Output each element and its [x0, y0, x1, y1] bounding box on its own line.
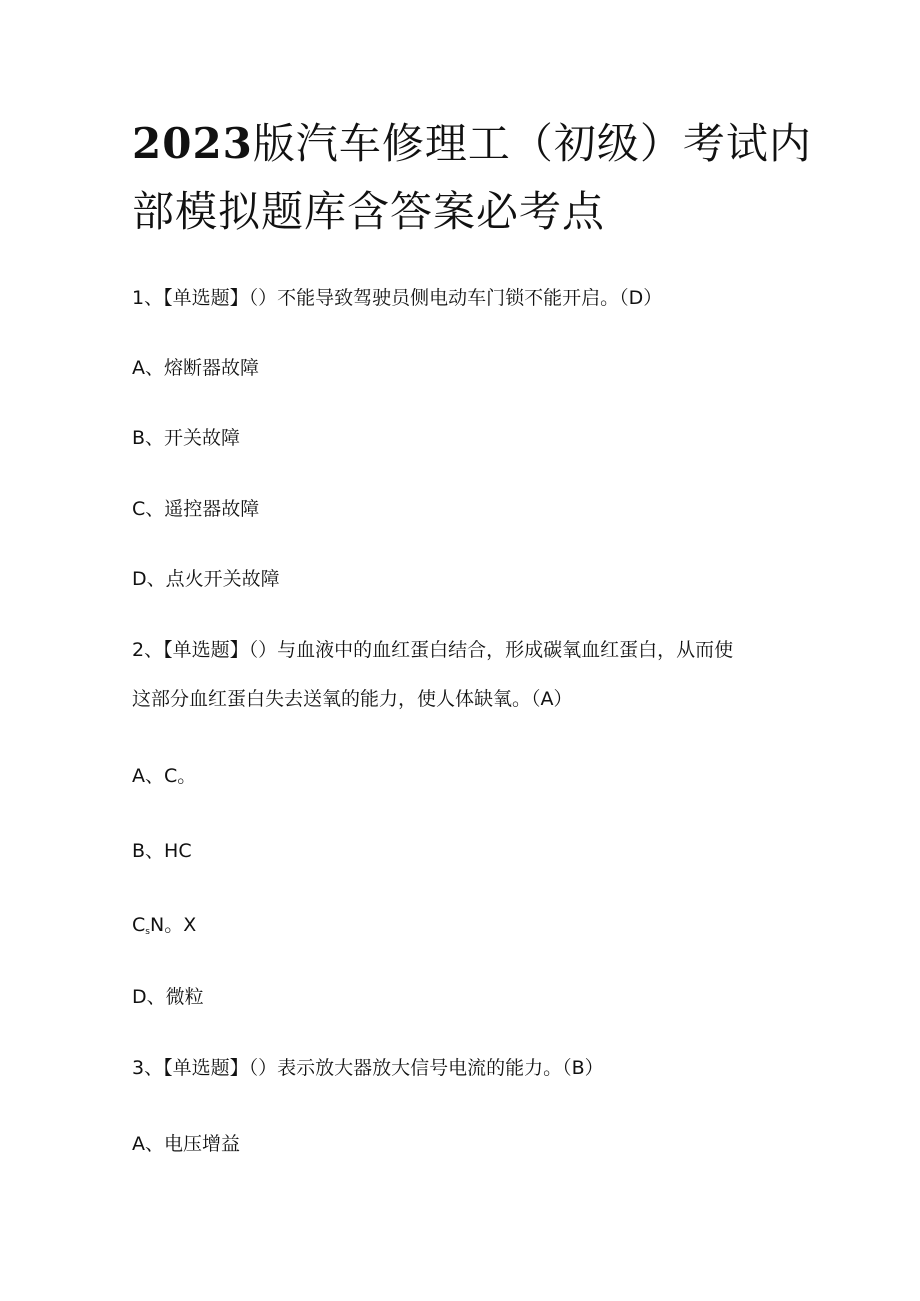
question-2-option-c [132, 912, 196, 945]
title-line2: 部模拟题库含答案必考点 [132, 187, 606, 236]
question-2-option-a: A、C。 [132, 765, 197, 787]
question-2-stem-line1: 2、【单选题】（）与血液中的血红蛋白结合，形成碳氧血红蛋白，从而使 [132, 639, 734, 661]
question-3-stem: 3、【单选题】（）表示放大器放大信号电流的能力。（B） [132, 1057, 604, 1079]
option-c-text: N。X [149, 914, 197, 936]
question-1-option-c: C、遥控器故障 [132, 498, 260, 520]
option-c-subscript: s [145, 927, 150, 937]
document-title [132, 110, 832, 246]
question-2-option-b: B、HC [132, 840, 192, 862]
option-c-letter: C [132, 914, 146, 936]
question-2-stem-line2: 这部分血红蛋白失去送氧的能力，使人体缺氧。（A） [132, 688, 573, 710]
title-year: 2023 [132, 119, 253, 168]
question-1-option-a: A、熔断器故障 [132, 357, 259, 379]
title-line1: 版汽车修理工（初级）考试内 [252, 119, 812, 168]
question-1-stem: 1、【单选题】（）不能导致驾驶员侧电动车门锁不能开启。（D） [132, 287, 663, 309]
question-2-option-d: D、微粒 [132, 986, 204, 1008]
question-3-option-a: A、电压增益 [132, 1133, 240, 1155]
question-1-option-b: B、开关故障 [132, 427, 241, 449]
question-1-option-d: D、点火开关故障 [132, 568, 280, 590]
